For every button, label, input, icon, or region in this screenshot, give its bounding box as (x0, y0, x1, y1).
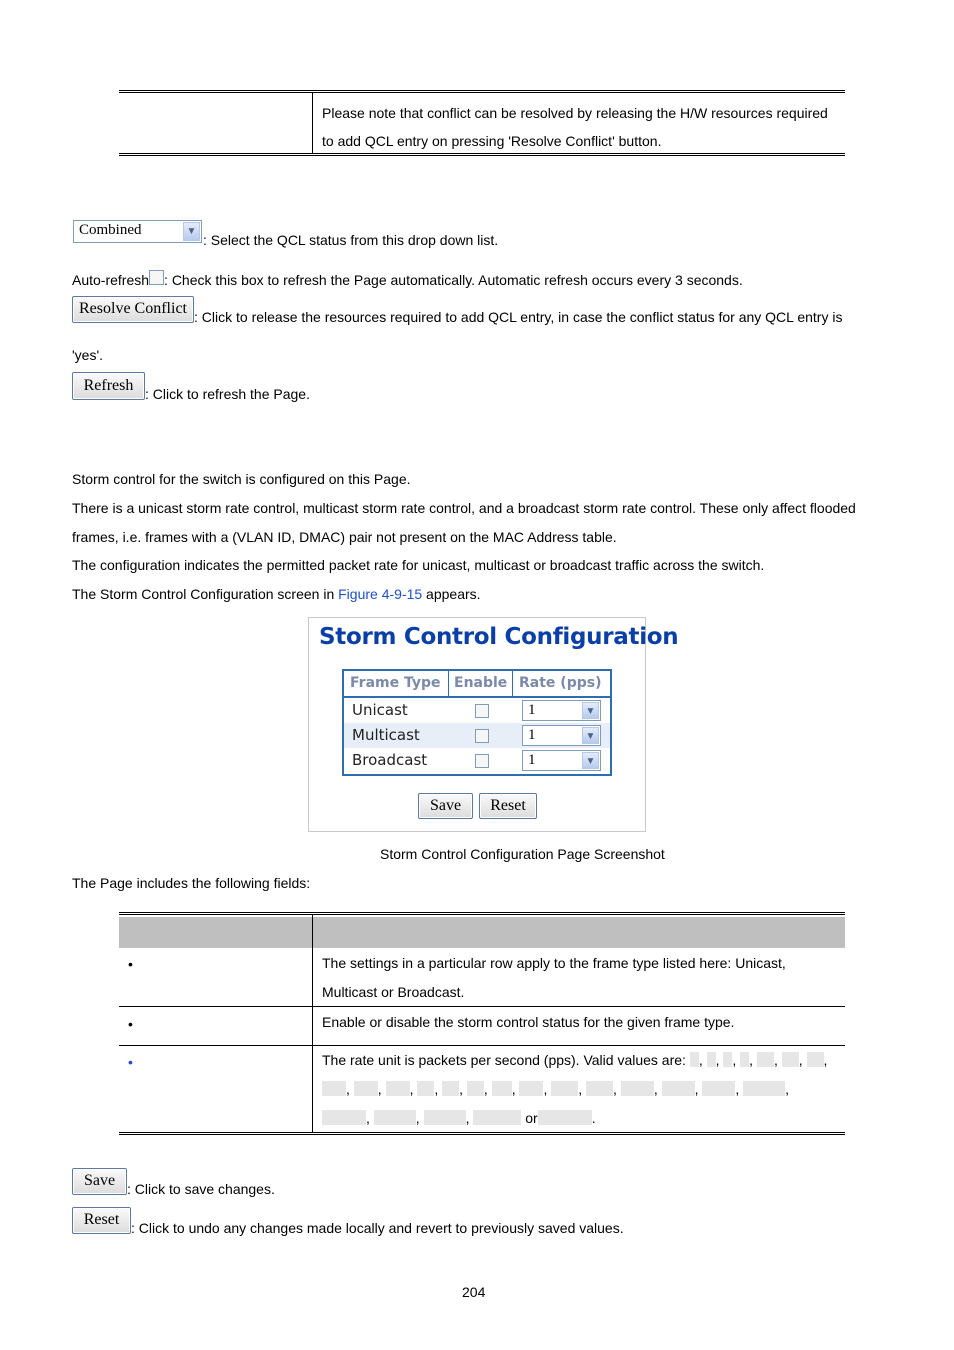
value-placeholder (322, 1110, 366, 1125)
or-text: or (525, 1110, 538, 1126)
separator: , (511, 1081, 516, 1097)
table-row (344, 748, 610, 773)
value-placeholder (374, 1110, 416, 1125)
intro-paragraph-1: Storm control for the switch is configured on this Page. (72, 471, 411, 487)
save-desc: : Click to save changes. (127, 1181, 275, 1197)
intro-paragraph-2-cont: frames, i.e. frames with a (VLAN ID, DMAC) pair not present on the MAC Address table. (72, 529, 617, 545)
separator: , (773, 1052, 778, 1068)
value-placeholder (538, 1110, 592, 1125)
value-placeholder (690, 1052, 699, 1067)
separator: , (698, 1052, 703, 1068)
header-divider (448, 671, 449, 696)
resolve-conflict-button[interactable]: Resolve Conflict (72, 296, 194, 323)
rate-select[interactable] (522, 750, 601, 771)
field-description-line: Multicast or Broadcast. (322, 984, 465, 1000)
intro-paragraph-4 (72, 586, 481, 602)
separator: , (613, 1081, 617, 1097)
value-placeholder (442, 1081, 459, 1096)
enable-checkbox[interactable] (475, 729, 489, 743)
field-description-line (322, 1104, 837, 1133)
enable-checkbox[interactable] (475, 704, 489, 718)
qcl-status-select[interactable] (73, 220, 202, 243)
separator: , (459, 1081, 464, 1097)
refresh-button[interactable]: Refresh (72, 372, 145, 400)
chevron-down-icon: ▼ (183, 222, 200, 241)
separator: , (366, 1110, 370, 1126)
row-divider (119, 1006, 845, 1007)
intro-text: The Storm Control Configuration screen in (72, 586, 339, 602)
separator: , (346, 1081, 350, 1097)
figure-caption: Storm Control Configuration Page Screenshot (380, 846, 665, 862)
field-description-line (322, 1075, 837, 1104)
value-placeholder (702, 1081, 735, 1096)
reset-desc: : Click to undo any changes made locally and revert to previously saved values. (131, 1220, 624, 1236)
separator: , (434, 1081, 439, 1097)
field-description: Enable or disable the storm control status for the given frame type. (322, 1014, 735, 1030)
rate-value: 1 (528, 727, 536, 743)
separator: , (732, 1052, 737, 1068)
field-description (322, 949, 837, 1007)
conflict-note: Please note that conflict can be resolved by releasing the H/W resources required to add QCL entry on pressing 'Resolve Conflict' button. (322, 105, 828, 149)
auto-refresh-checkbox[interactable] (149, 270, 164, 285)
value-placeholder (354, 1081, 378, 1096)
value-placeholder (621, 1081, 654, 1096)
reset-button[interactable]: Reset (479, 793, 537, 819)
value-placeholder (386, 1081, 410, 1096)
figure-link[interactable]: Figure 4-9-15 (338, 586, 423, 602)
separator: , (735, 1081, 740, 1097)
auto-refresh-desc: : Check this box to refresh the Page automatically. Automatic refresh occurs every 3 seconds. (164, 272, 743, 288)
qcl-status-desc: : Select the QCL status from this drop down list. (203, 232, 499, 248)
fields-table (119, 912, 845, 1135)
separator: , (377, 1081, 382, 1097)
enable-checkbox[interactable] (475, 754, 489, 768)
header-enable: Enable (454, 675, 508, 691)
separator: , (653, 1081, 658, 1097)
row-bullet: • (128, 1016, 133, 1032)
value-placeholder (782, 1052, 799, 1067)
intro-text-end: appears. (422, 586, 481, 602)
table-row (344, 698, 610, 723)
header-rate: Rate (pps) (519, 675, 602, 691)
value-placeholder (757, 1052, 774, 1067)
value-placeholder (586, 1081, 613, 1096)
reset-button[interactable]: Reset (72, 1207, 131, 1234)
field-description-line: The settings in a particular row apply to the frame type listed here: Unicast, (322, 955, 786, 971)
value-placeholder (707, 1052, 716, 1067)
intro-paragraph-2: There is a unicast storm rate control, multicast storm rate control, and a broadcast storm rate control. These only affect flooded (72, 500, 856, 516)
separator: , (415, 1110, 420, 1126)
chevron-down-icon: ▼ (582, 702, 599, 719)
field-description-line (322, 1046, 837, 1075)
separator: , (465, 1110, 470, 1126)
auto-refresh-label: Auto-refresh (72, 272, 150, 288)
separator: , (798, 1052, 803, 1068)
value-placeholder (740, 1052, 749, 1067)
qcl-status-value: Combined (79, 222, 142, 238)
separator: , (823, 1052, 828, 1068)
table-header (344, 671, 610, 698)
chevron-down-icon: ▼ (582, 752, 599, 769)
frame-type-label: Unicast (352, 701, 408, 719)
row-bullet: • (128, 1054, 133, 1070)
storm-control-screenshot (308, 617, 679, 832)
value-placeholder (473, 1110, 521, 1125)
fields-intro: The Page includes the following fields: (72, 875, 311, 891)
header-divider (512, 671, 513, 696)
separator: , (715, 1052, 720, 1068)
frame-type-label: Multicast (352, 726, 420, 744)
value-placeholder (519, 1081, 543, 1096)
column-divider (312, 93, 313, 153)
resolve-conflict-desc-cont: 'yes'. (72, 347, 104, 363)
value-placeholder (492, 1081, 512, 1096)
value-placeholder (322, 1081, 346, 1096)
field-description (322, 1046, 837, 1133)
value-placeholder (424, 1110, 466, 1125)
resolve-conflict-desc: : Click to release the resources required to add QCL entry, in case the conflict status for any QCL entry is (194, 309, 843, 325)
table-row (344, 723, 610, 748)
period: . (591, 1110, 596, 1126)
separator: , (694, 1081, 699, 1097)
separator: , (543, 1081, 548, 1097)
value-placeholder (743, 1081, 785, 1096)
separator: , (749, 1052, 754, 1068)
header-frame-type: Frame Type (350, 675, 441, 691)
column-divider (312, 915, 313, 1132)
rate-value: 1 (528, 752, 536, 768)
storm-control-table (342, 669, 612, 776)
rate-select[interactable] (522, 725, 601, 746)
separator: , (578, 1081, 583, 1097)
table-header (119, 917, 845, 948)
value-placeholder (551, 1081, 578, 1096)
row-bullet: • (128, 956, 133, 972)
rate-select[interactable] (522, 700, 601, 721)
value-placeholder (417, 1081, 434, 1096)
separator: , (483, 1081, 488, 1097)
frame-type-label: Broadcast (352, 751, 428, 769)
auto-refresh-line (72, 270, 743, 288)
value-placeholder (467, 1081, 484, 1096)
value-placeholder (807, 1052, 824, 1067)
chevron-down-icon: ▼ (582, 727, 599, 744)
save-button[interactable]: Save (418, 793, 473, 819)
value-placeholder (662, 1081, 695, 1096)
refresh-desc: : Click to refresh the Page. (145, 386, 310, 402)
rate-value: 1 (528, 702, 536, 718)
info-table (119, 90, 845, 156)
separator: , (785, 1081, 790, 1097)
page-number: 204 (462, 1284, 486, 1300)
intro-paragraph-3: The configuration indicates the permitted packet rate for unicast, multicast or broadcast traffic across the switch. (72, 557, 765, 573)
separator: , (409, 1081, 414, 1097)
rate-description: The rate unit is packets per second (pps). Valid values are: (322, 1052, 686, 1068)
save-button[interactable]: Save (72, 1168, 127, 1195)
screenshot-title: Storm Control Configuration (319, 624, 679, 650)
